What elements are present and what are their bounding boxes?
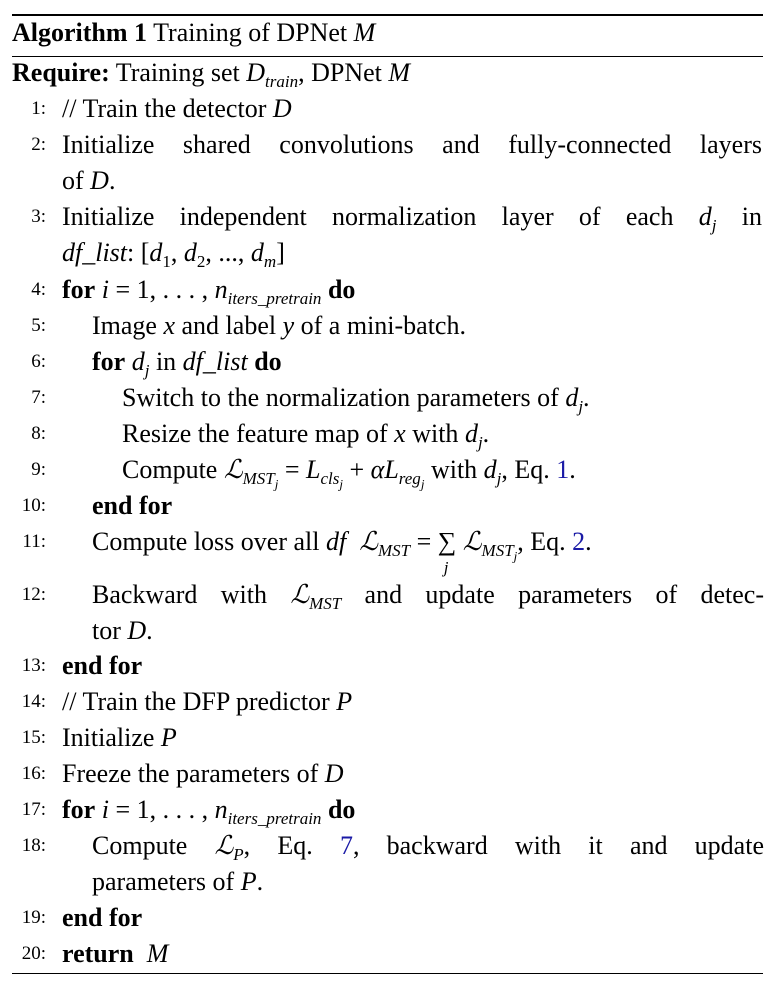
bottom-rule [12, 973, 763, 974]
algo-line: return M [62, 939, 169, 968]
algo-line: Switch to the normalization parameters of $d_j$. [122, 383, 590, 417]
equation-ref-link[interactable]: 2 [572, 527, 586, 556]
line-number: 6: [31, 351, 46, 372]
algo-line: Freeze the parameters of D [62, 759, 344, 788]
line-number: 3: [31, 206, 46, 227]
algo-line-cont: parameters of P. [92, 867, 264, 896]
algo-line: Initialize shared convolutions and fully-connected layers [62, 130, 762, 159]
algo-line: Resize the feature map of x with $d_j$. [122, 419, 490, 453]
require-line: Require: Training set $D_{train}$, DPNet M [12, 58, 411, 92]
algo-line: end for [62, 651, 143, 680]
line-number: 17: [21, 799, 46, 820]
equation-ref-link[interactable]: 7 [339, 831, 353, 860]
line-number: 1: [31, 98, 46, 119]
algo-line: // Train the detector D [62, 94, 292, 123]
algorithm-title: Algorithm 1 Training of DPNet M [12, 18, 376, 47]
line-number: 20: [21, 943, 46, 964]
algo-line: Backward with ℒ$_{MST}$ and update parameters of detec- [92, 580, 764, 614]
line-number: 9: [31, 459, 46, 480]
algo-line: Compute ℒ$_P$, Eq. 7, backward with it and update [92, 831, 764, 865]
algo-line: for i = 1, . . . , $n_{iters\_pretrain}$ do [62, 795, 356, 829]
line-number: 8: [31, 423, 46, 444]
line-number: 14: [21, 691, 46, 712]
algo-line: end for [62, 903, 143, 932]
algo-line: Compute loss over all df ℒ$_{MST}$ = ∑ j ℒ$_{MST_j}$, Eq. 2. [92, 527, 592, 577]
line-number: 19: [21, 907, 46, 928]
algo-line-cont: of D. [62, 166, 116, 195]
algo-line: // Train the DFP predictor P [62, 687, 353, 716]
line-number: 7: [31, 387, 46, 408]
line-number: 11: [22, 531, 46, 552]
algo-line: for $d_j$ in df_list do [92, 347, 282, 381]
line-number: 16: [21, 763, 46, 784]
line-number: 2: [31, 134, 46, 155]
algo-line: Initialize independent normalization layer of each $d_j$ in [62, 202, 762, 236]
line-number: 18: [21, 835, 46, 856]
line-number: 12: [21, 584, 46, 605]
algo-line: Compute ℒ$_{MST_j}$ = $L_{cls_j} + \alpha L_{reg_j}$ with $d_j$, Eq. 1. [122, 455, 576, 492]
line-number: 5: [31, 315, 46, 336]
top-rule [12, 14, 763, 16]
algo-line: Initialize P [62, 723, 177, 752]
line-number: 15: [21, 727, 46, 748]
algo-line-cont: df_list: [$d_1$, $d_2$, ..., $d_m$] [62, 238, 285, 272]
title-rule [12, 56, 763, 57]
line-number: 4: [31, 279, 46, 300]
algo-line: end for [92, 491, 173, 520]
algo-line: for i = 1, . . . , $n_{iters\_pretrain}$ do [62, 275, 356, 309]
line-number: 10: [21, 495, 46, 516]
algo-line-cont: tor D. [92, 616, 153, 645]
line-number: 13: [21, 655, 46, 676]
algo-line: Image x and label y of a mini-batch. [92, 311, 466, 340]
equation-ref-link[interactable]: 1 [556, 455, 570, 484]
